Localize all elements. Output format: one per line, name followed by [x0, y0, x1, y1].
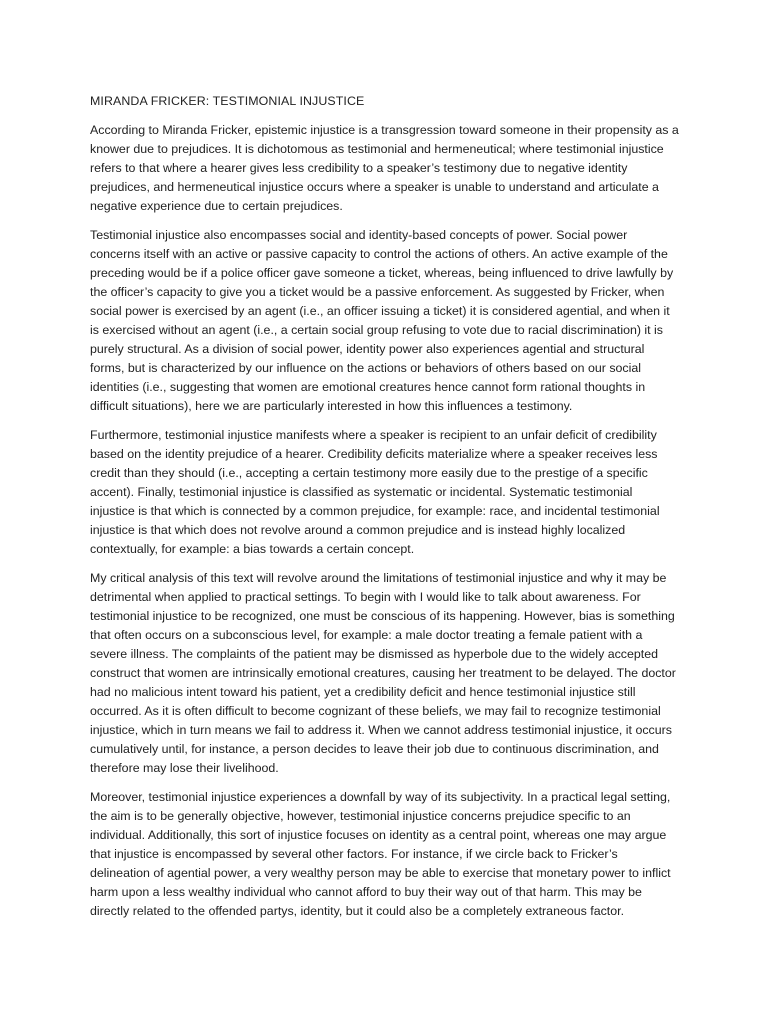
paragraph-epistemic-injustice: According to Miranda Fricker, epistemic injustice is a transgression toward someone in their propensity as a knower due to prejudices. It is dichotomous as testimonial and hermeneutical; where testimonial injustice refers to that where a hearer gives less credibility to a speaker’s testimony due to negative identity prejudices, and hermeneutical injustice occurs where a speaker is unable to understand and articulate a negative experience due to certain prejudices. [90, 123, 679, 213]
document-page [90, 92, 680, 931]
paragraph-subjectivity: Moreover, testimonial injustice experiences a downfall by way of its subjectivity. In a practical legal setting, the aim is to be generally objective, however, testimonial injustice concerns prejudice specific to an individual. Additionally, this sort of injustice focuses on identity as a central point, whereas one may argue that injustice is encompassed by several other factors. For instance, if we circle back to Fricker’s delineation of agential power, a very wealthy person may be able to exercise that monetary power to inflict harm upon a less wealthy individual who cannot afford to buy their way out of that harm. This may be directly related to the offended partys, identity, but it could also be a completely extraneous factor. [90, 790, 671, 918]
paragraph-credibility-deficit: Furthermore, testimonial injustice manifests where a speaker is recipient to an unfair deficit of credibility based on the identity prejudice of a hearer. Credibility deficits materialize where a speaker receives less credit than they should (i.e., accepting a certain testimony more easily due to the prestige of a specific accent). Finally, testimonial injustice is classified as systematic or incidental. Systematic testimonial injustice is that which is connected by a common prejudice, for example: race, and incidental testimonial injustice is that which does not revolve around a common prejudice and is instead highly localized contextually, for example: a bias towards a certain concept. [90, 428, 660, 556]
document-title: MIRANDA FRICKER: TESTIMONIAL INJUSTICE [90, 94, 365, 108]
paragraph-social-power: Testimonial injustice also encompasses social and identity-based concepts of power. Social power concerns itself with an active or passive capacity to control the actions of others. An active example of the preceding would be if a police officer gave someone a ticket, whereas, being influenced to drive lawfully by the officer’s capacity to give you a ticket would be a passive enforcement. As suggested by Fricker, when social power is exercised by an agent (i.e., an officer issuing a ticket) it is considered agential, and when it is exercised without an agent (i.e., a certain social group refusing to vote due to racial discrimination) it is purely structural. As a division of social power, identity power also experiences agential and structural forms, but is characterized by our influence on the actions or behaviors of others based on our social identities (i.e., suggesting that women are emotional creatures hence cannot form rational thoughts in difficult situations), here we are particularly interested in how this influences a testimony. [90, 228, 674, 413]
paragraph-critical-analysis: My critical analysis of this text will revolve around the limitations of testimonial injustice and why it may be detrimental when applied to practical settings. To begin with I would like to talk about awareness. For testimonial injustice to be recognized, one must be conscious of its happening. However, bias is something that often occurs on a subconscious level, for example: a male doctor treating a female patient with a severe illness. The complaints of the patient may be dismissed as hyperbole due to the widely accepted construct that women are intrinsically emotional creatures, causing her treatment to be delayed. The doctor had no malicious intent toward his patient, yet a credibility deficit and hence testimonial injustice still occurred. As it is often difficult to become cognizant of these beliefs, we may fail to recognize testimonial injustice, which in turn means we fail to address it. When we cannot address testimonial injustice, it occurs cumulatively until, for instance, a person decides to leave their job due to continuous discrimination, and therefore may lose their livelihood. [90, 571, 676, 775]
